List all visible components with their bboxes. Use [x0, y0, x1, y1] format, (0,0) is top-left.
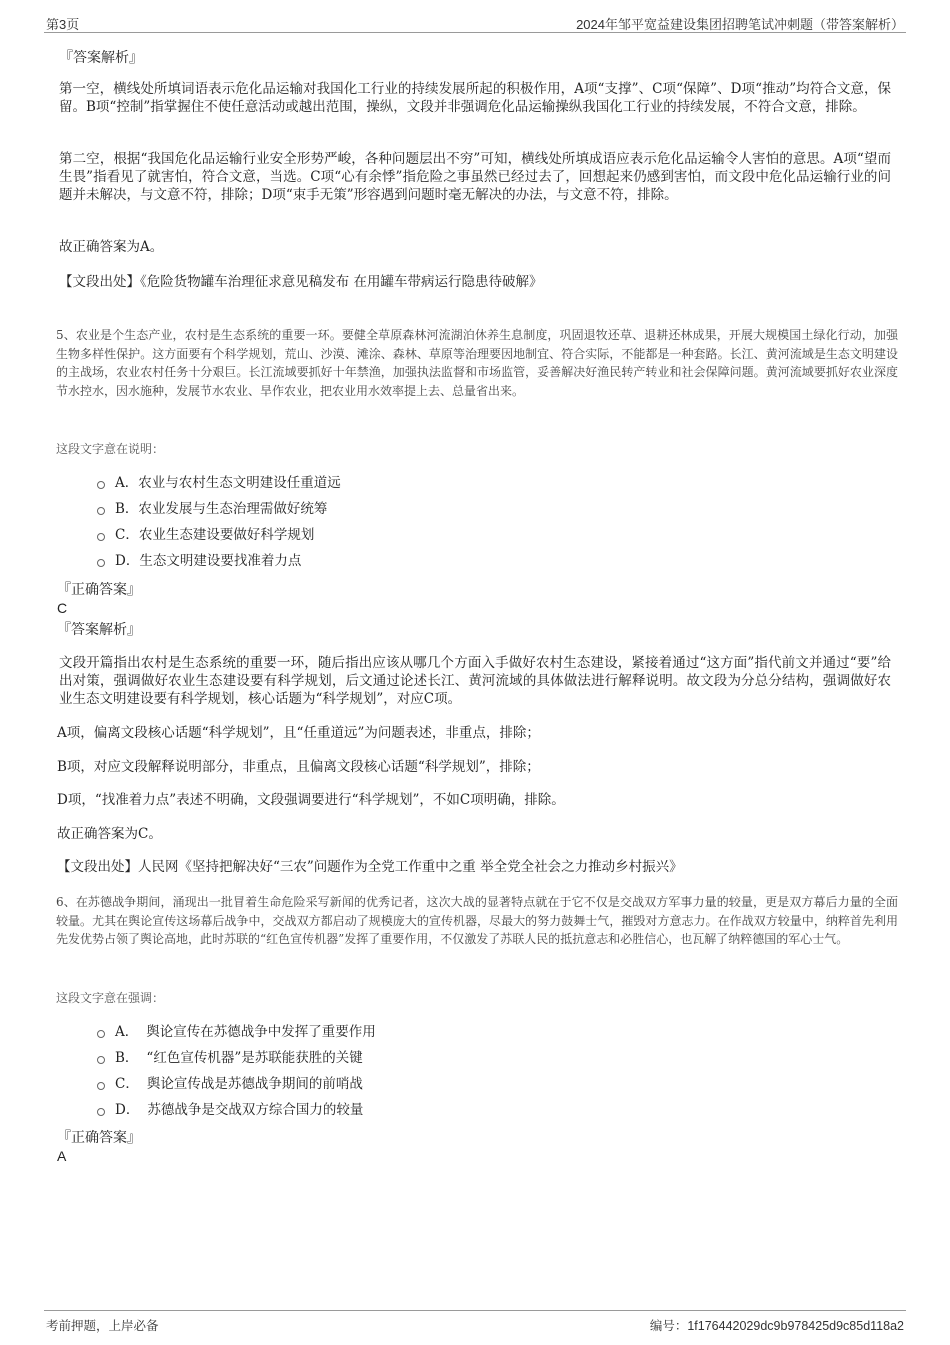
q6-answer-label: 『正确答案』 [57, 1130, 141, 1146]
q5-source: 【文段出处】人民网《坚持把解决好“三农”问题作为全党工作重中之重 举全党全社会之力推动乡村振兴》 [57, 859, 683, 875]
q6-stem: 这段文字意在强调： [56, 991, 165, 1005]
q6-option-b[interactable]: B． “红色宣传机器”是苏联能获胜的关键 [97, 1049, 363, 1067]
footer-slogan: 考前押题，上岸必备 [46, 1319, 159, 1333]
q6-question-text: 6、在苏德战争期间，涌现出一批冒着生命危险采写新闻的优秀记者，这次大战的显著特点就在于它不仅是交战双方军事力量的较量，更是双方幕后力量的全面较量。尤其在舆论宣传这场幕后战争中，交战双方都启动了规模庞大的宣传机器，尽最大的努力鼓舞士气，摧毁对方意志力。在作战双方较量中，纳粹首先利用先发优势占领了舆论高地，此时苏联的“红色宣传机器”发挥了重要作用，不仅激发了苏联人民的抵抗意志和必胜信心，也瓦解了纳粹德国的军心士气。 [56, 895, 898, 946]
q5-answer-label: 『正确答案』 [57, 582, 141, 598]
q5-analysis-label: 『答案解析』 [57, 622, 141, 638]
q5-stem: 这段文字意在说明： [56, 442, 165, 456]
q5-option-d[interactable]: D． 生态文明建设要找准着力点 [97, 552, 301, 570]
q5-question-text: 5、农业是个生态产业，农村是生态系统的重要一环。要健全草原森林河流湖泊休养生息制度，巩固退牧还草、退耕还林成果，开展大规模国土绿化行动，加强生物多样性保护。这方面要有个科学规划，荒山、沙漠、滩涂、森林、草原等治理要因地制宜、符合实际，不能都是一种套路。长江、黄河流域是生态文明建设的主战场，农业农村任务十分艰巨。长江流域要抓好十年禁渔，加强执法监督和市场监管，妥善解决好渔民转产转业和社会保障问题。黄河流域要抓好农业深度节水控水，因水施种，发展节水农业、旱作农业，把农业用水效率提上去、总量省出来。 [56, 328, 898, 398]
q5-answer: C [57, 600, 68, 616]
q6-answer: A [57, 1148, 67, 1164]
q5-analysis-para1: 文段开篇指出农村是生态系统的重要一环，随后指出应该从哪几个方面入手做好农村生态建设，紧接着通过“这方面”指代前文并通过“要”给出对策，强调做好农业生态建设要有科学规划，后文通过论述长江、黄河流域的具体做法进行解释说明。故文段为分总分结构，强调做好农业生态文明建设要有科学规划，核心话题为“科学规划”，对应C项。 [59, 655, 891, 707]
page-header [44, 10, 906, 33]
q5-analysis-d: D项，“找准着力点”表述不明确，文段强调要进行“科学规划”，不如C项明确，排除。 [57, 792, 565, 808]
radio-icon[interactable] [97, 1056, 105, 1064]
radio-icon[interactable] [97, 481, 105, 489]
q5-option-a[interactable]: A． 农业与农村生态文明建设任重道远 [97, 474, 341, 492]
q6-option-d[interactable]: D． 苏德战争是交战双方综合国力的较量 [97, 1101, 363, 1119]
q5-analysis-b: B项，对应文段解释说明部分，非重点，且偏离文段核心话题“科学规划”，排除； [57, 759, 540, 775]
page-footer [44, 1310, 906, 1335]
q4-analysis-para1: 第一空，横线处所填词语表示危化品运输对我国化工行业的持续发展所起的积极作用，A项“支撑”、C项“保障”、D项“推动”均符合文意，保留。B项“控制”指掌握住不使任意活动或越出范围，操纵，文段并非强调危化品运输操纵我国化工行业的持续发展，不符合文意，排除。 [59, 81, 891, 115]
document-id: 编号：1f176442029dc9b978425d9c85d118a2 [649, 1319, 904, 1333]
q5-option-c[interactable]: C． 农业生态建设要做好科学规划 [97, 526, 314, 544]
q5-option-b[interactable]: B． 农业发展与生态治理需做好统筹 [97, 500, 327, 518]
radio-icon[interactable] [97, 1082, 105, 1090]
radio-icon[interactable] [97, 533, 105, 541]
q4-analysis-label: 『答案解析』 [59, 50, 143, 66]
q6-option-a[interactable]: A． 舆论宣传在苏德战争中发挥了重要作用 [97, 1023, 376, 1041]
q5-conclusion: 故正确答案为C。 [57, 826, 162, 842]
document-title: 2024年邹平宽益建设集团招聘笔试冲刺题（带答案解析） [576, 17, 904, 32]
radio-icon[interactable] [97, 1030, 105, 1038]
q5-analysis-a: A项，偏离文段核心话题“科学规划”，且“任重道远”为问题表述，非重点，排除； [57, 725, 540, 741]
radio-icon[interactable] [97, 507, 105, 515]
q4-conclusion: 故正确答案为A。 [59, 239, 164, 255]
q4-source: 【文段出处】《危险货物罐车治理征求意见稿发布 在用罐车带病运行隐患待破解》 [59, 274, 543, 290]
q4-analysis-para2: 第二空，根据“我国危化品运输行业安全形势严峻，各种问题层出不穷”可知，横线处所填成语应表示危化品运输令人害怕的意思。A项“望而生畏”指看见了就害怕，符合文意，当选。C项“心有余悸”指危险之事虽然已经过去了，回想起来仍感到害怕，而文段中危化品运输行业的问题并未解决，与文意不符，排除；D项“束手无策”形容遇到问题时毫无解决的办法，与文意不符，排除。 [59, 151, 891, 203]
q6-option-c[interactable]: C． 舆论宣传战是苏德战争期间的前哨战 [97, 1075, 363, 1093]
radio-icon[interactable] [97, 559, 105, 567]
page-number: 第3页 [46, 17, 80, 32]
radio-icon[interactable] [97, 1108, 105, 1116]
